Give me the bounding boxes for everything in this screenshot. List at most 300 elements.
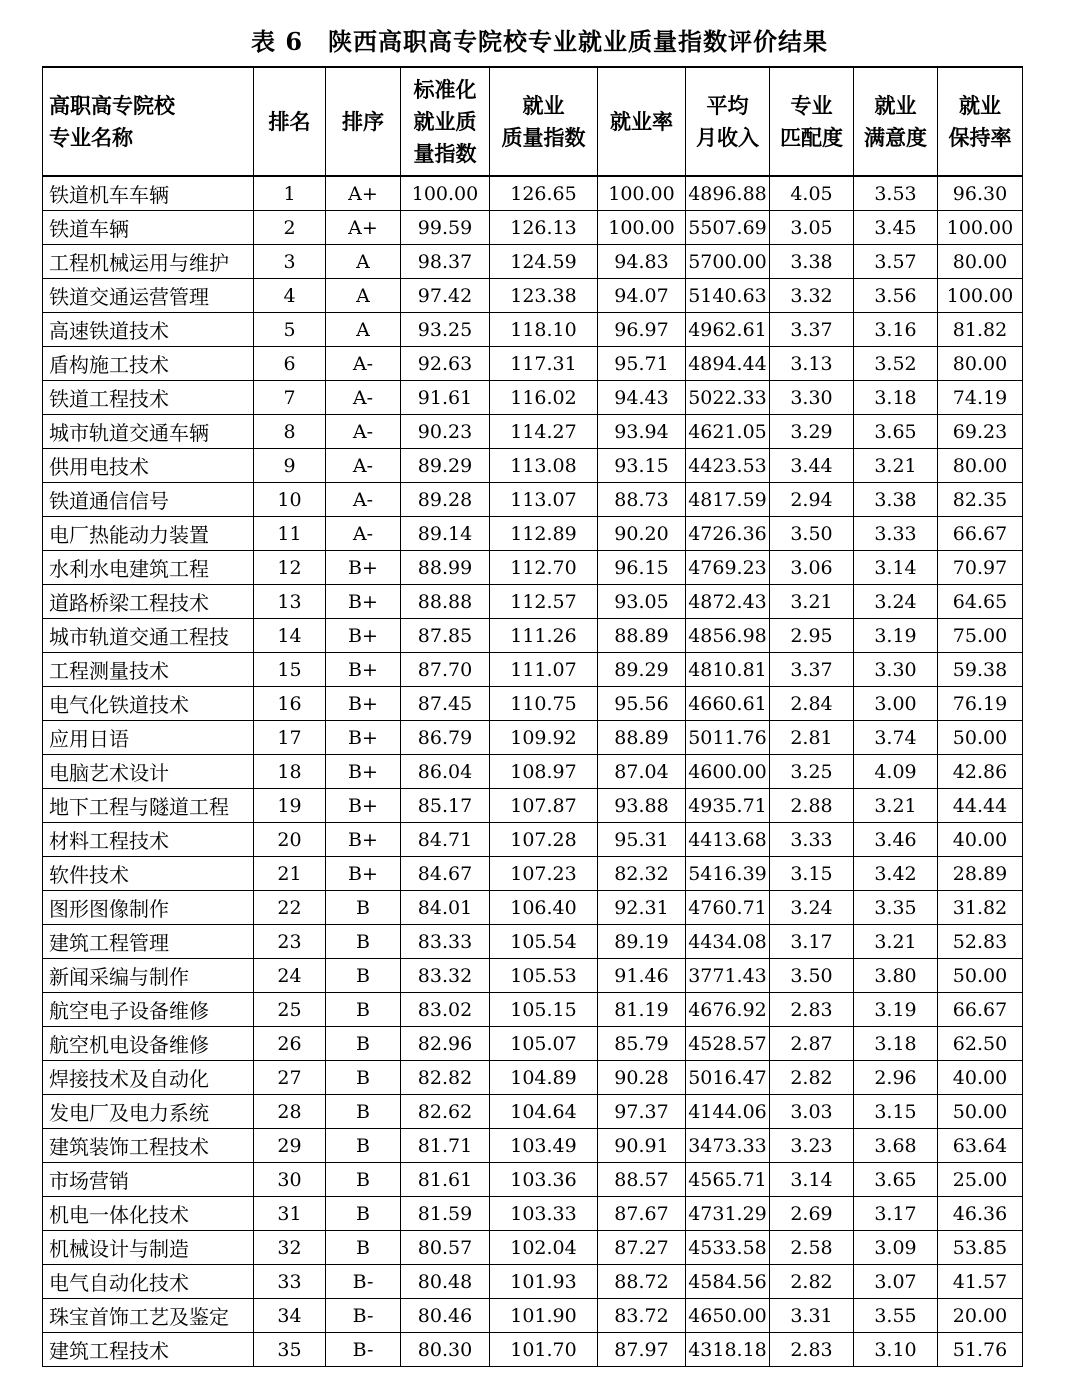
cell-satisfaction: 3.30 xyxy=(854,653,938,687)
cell-match-degree: 3.25 xyxy=(770,755,854,789)
cell-grade: A- xyxy=(326,415,401,449)
cell-rank: 21 xyxy=(254,857,326,891)
cell-rank: 32 xyxy=(254,1231,326,1265)
cell-quality-index: 124.59 xyxy=(490,245,598,279)
cell-retention-rate: 20.00 xyxy=(938,1299,1023,1333)
cell-match-degree: 3.44 xyxy=(770,449,854,483)
cell-quality-index: 113.07 xyxy=(490,483,598,517)
table-row xyxy=(43,245,1023,279)
cell-monthly-income: 4144.06 xyxy=(686,1095,770,1129)
cell-grade: B- xyxy=(326,1299,401,1333)
cell-rank: 31 xyxy=(254,1197,326,1231)
cell-monthly-income: 4318.18 xyxy=(686,1333,770,1367)
cell-match-degree: 2.94 xyxy=(770,483,854,517)
cell-employment-rate: 87.27 xyxy=(598,1231,686,1265)
cell-retention-rate: 74.19 xyxy=(938,381,1023,415)
cell-grade: B+ xyxy=(326,687,401,721)
table-row xyxy=(43,1061,1023,1095)
cell-monthly-income: 4533.58 xyxy=(686,1231,770,1265)
cell-major-name: 铁道车辆 xyxy=(43,211,254,245)
cell-satisfaction: 3.15 xyxy=(854,1095,938,1129)
cell-major-name: 铁道通信信号 xyxy=(43,483,254,517)
cell-satisfaction: 3.14 xyxy=(854,551,938,585)
cell-monthly-income: 5700.00 xyxy=(686,245,770,279)
cell-quality-index: 103.33 xyxy=(490,1197,598,1231)
table-row xyxy=(43,313,1023,347)
cell-grade: B- xyxy=(326,1265,401,1299)
cell-grade: A xyxy=(326,279,401,313)
cell-retention-rate: 31.82 xyxy=(938,891,1023,925)
cell-quality-index: 107.28 xyxy=(490,823,598,857)
cell-standardized-index: 80.48 xyxy=(401,1265,490,1299)
cell-quality-index: 101.93 xyxy=(490,1265,598,1299)
cell-monthly-income: 4894.44 xyxy=(686,347,770,381)
cell-major-name: 水利水电建筑工程 xyxy=(43,551,254,585)
cell-satisfaction: 3.35 xyxy=(854,891,938,925)
cell-match-degree: 3.37 xyxy=(770,653,854,687)
cell-retention-rate: 100.00 xyxy=(938,279,1023,313)
cell-monthly-income: 4726.36 xyxy=(686,517,770,551)
cell-standardized-index: 90.23 xyxy=(401,415,490,449)
cell-monthly-income: 3473.33 xyxy=(686,1129,770,1163)
table-row xyxy=(43,619,1023,653)
cell-monthly-income: 5507.69 xyxy=(686,211,770,245)
table-row xyxy=(43,1129,1023,1163)
cell-employment-rate: 81.19 xyxy=(598,993,686,1027)
cell-satisfaction: 3.21 xyxy=(854,449,938,483)
cell-monthly-income: 4600.00 xyxy=(686,755,770,789)
cell-major-name: 道路桥梁工程技术 xyxy=(43,585,254,619)
cell-monthly-income: 5140.63 xyxy=(686,279,770,313)
cell-satisfaction: 4.09 xyxy=(854,755,938,789)
cell-standardized-index: 93.25 xyxy=(401,313,490,347)
cell-satisfaction: 3.56 xyxy=(854,279,938,313)
cell-employment-rate: 89.19 xyxy=(598,925,686,959)
table-row xyxy=(43,925,1023,959)
cell-employment-rate: 95.31 xyxy=(598,823,686,857)
cell-match-degree: 3.06 xyxy=(770,551,854,585)
cell-quality-index: 105.54 xyxy=(490,925,598,959)
cell-match-degree: 2.87 xyxy=(770,1027,854,1061)
cell-employment-rate: 100.00 xyxy=(598,211,686,245)
cell-satisfaction: 3.52 xyxy=(854,347,938,381)
cell-employment-rate: 94.83 xyxy=(598,245,686,279)
cell-major-name: 建筑装饰工程技术 xyxy=(43,1129,254,1163)
cell-retention-rate: 25.00 xyxy=(938,1163,1023,1197)
cell-standardized-index: 98.37 xyxy=(401,245,490,279)
cell-standardized-index: 89.28 xyxy=(401,483,490,517)
cell-monthly-income: 4423.53 xyxy=(686,449,770,483)
cell-satisfaction: 3.42 xyxy=(854,857,938,891)
cell-monthly-income: 5416.39 xyxy=(686,857,770,891)
cell-satisfaction: 3.09 xyxy=(854,1231,938,1265)
cell-standardized-index: 88.88 xyxy=(401,585,490,619)
table-row xyxy=(43,483,1023,517)
cell-employment-rate: 94.43 xyxy=(598,381,686,415)
cell-major-name: 珠宝首饰工艺及鉴定 xyxy=(43,1299,254,1333)
cell-employment-rate: 88.73 xyxy=(598,483,686,517)
table-row xyxy=(43,687,1023,721)
cell-rank: 2 xyxy=(254,211,326,245)
cell-major-name: 盾构施工技术 xyxy=(43,347,254,381)
cell-retention-rate: 42.86 xyxy=(938,755,1023,789)
cell-employment-rate: 90.28 xyxy=(598,1061,686,1095)
cell-employment-rate: 92.31 xyxy=(598,891,686,925)
cell-grade: B+ xyxy=(326,857,401,891)
cell-employment-rate: 97.37 xyxy=(598,1095,686,1129)
cell-quality-index: 114.27 xyxy=(490,415,598,449)
cell-match-degree: 3.23 xyxy=(770,1129,854,1163)
cell-rank: 13 xyxy=(254,585,326,619)
cell-grade: B xyxy=(326,993,401,1027)
cell-major-name: 软件技术 xyxy=(43,857,254,891)
cell-satisfaction: 3.38 xyxy=(854,483,938,517)
cell-retention-rate: 75.00 xyxy=(938,619,1023,653)
cell-employment-rate: 88.57 xyxy=(598,1163,686,1197)
cell-rank: 26 xyxy=(254,1027,326,1061)
cell-standardized-index: 80.46 xyxy=(401,1299,490,1333)
cell-major-name: 建筑工程技术 xyxy=(43,1333,254,1367)
table-row xyxy=(43,551,1023,585)
table-row xyxy=(43,415,1023,449)
cell-satisfaction: 3.17 xyxy=(854,1197,938,1231)
cell-satisfaction: 3.45 xyxy=(854,211,938,245)
cell-match-degree: 2.69 xyxy=(770,1197,854,1231)
cell-grade: B xyxy=(326,959,401,993)
cell-retention-rate: 82.35 xyxy=(938,483,1023,517)
cell-grade: B xyxy=(326,1197,401,1231)
cell-employment-rate: 93.88 xyxy=(598,789,686,823)
cell-retention-rate: 96.30 xyxy=(938,176,1023,211)
cell-grade: A- xyxy=(326,381,401,415)
cell-quality-index: 117.31 xyxy=(490,347,598,381)
cell-match-degree: 2.83 xyxy=(770,993,854,1027)
cell-standardized-index: 89.29 xyxy=(401,449,490,483)
cell-employment-rate: 87.67 xyxy=(598,1197,686,1231)
cell-standardized-index: 85.17 xyxy=(401,789,490,823)
cell-match-degree: 3.15 xyxy=(770,857,854,891)
cell-rank: 23 xyxy=(254,925,326,959)
cell-match-degree: 3.24 xyxy=(770,891,854,925)
cell-match-degree: 3.32 xyxy=(770,279,854,313)
header-row xyxy=(43,67,1023,176)
cell-retention-rate: 40.00 xyxy=(938,1061,1023,1095)
cell-grade: B+ xyxy=(326,551,401,585)
cell-standardized-index: 80.30 xyxy=(401,1333,490,1367)
cell-rank: 15 xyxy=(254,653,326,687)
cell-rank: 1 xyxy=(254,176,326,211)
cell-quality-index: 107.87 xyxy=(490,789,598,823)
col-header-grade: 排序 xyxy=(326,67,401,176)
table-row xyxy=(43,1095,1023,1129)
cell-quality-index: 104.64 xyxy=(490,1095,598,1129)
cell-grade: B- xyxy=(326,1333,401,1367)
table-row xyxy=(43,1265,1023,1299)
cell-employment-rate: 95.56 xyxy=(598,687,686,721)
cell-satisfaction: 3.53 xyxy=(854,176,938,211)
table-row xyxy=(43,1197,1023,1231)
cell-standardized-index: 87.85 xyxy=(401,619,490,653)
cell-retention-rate: 66.67 xyxy=(938,993,1023,1027)
cell-match-degree: 2.84 xyxy=(770,687,854,721)
table-row xyxy=(43,381,1023,415)
cell-quality-index: 111.26 xyxy=(490,619,598,653)
table-row xyxy=(43,1027,1023,1061)
cell-major-name: 发电厂及电力系统 xyxy=(43,1095,254,1129)
table-row xyxy=(43,891,1023,925)
cell-grade: A xyxy=(326,245,401,279)
cell-employment-rate: 93.94 xyxy=(598,415,686,449)
cell-major-name: 应用日语 xyxy=(43,721,254,755)
cell-employment-rate: 96.97 xyxy=(598,313,686,347)
table-row xyxy=(43,517,1023,551)
table-row xyxy=(43,653,1023,687)
cell-employment-rate: 82.32 xyxy=(598,857,686,891)
table-row xyxy=(43,721,1023,755)
col-header-quality-index: 就业 质量指数 xyxy=(490,67,598,176)
cell-rank: 4 xyxy=(254,279,326,313)
cell-match-degree: 3.38 xyxy=(770,245,854,279)
cell-major-name: 材料工程技术 xyxy=(43,823,254,857)
cell-standardized-index: 92.63 xyxy=(401,347,490,381)
cell-quality-index: 111.07 xyxy=(490,653,598,687)
cell-monthly-income: 4896.88 xyxy=(686,176,770,211)
cell-retention-rate: 40.00 xyxy=(938,823,1023,857)
cell-employment-rate: 93.05 xyxy=(598,585,686,619)
cell-match-degree: 3.29 xyxy=(770,415,854,449)
cell-grade: B xyxy=(326,1061,401,1095)
cell-retention-rate: 80.00 xyxy=(938,347,1023,381)
cell-match-degree: 3.13 xyxy=(770,347,854,381)
cell-monthly-income: 4528.57 xyxy=(686,1027,770,1061)
cell-rank: 17 xyxy=(254,721,326,755)
cell-monthly-income: 4760.71 xyxy=(686,891,770,925)
cell-employment-rate: 95.71 xyxy=(598,347,686,381)
cell-monthly-income: 4434.08 xyxy=(686,925,770,959)
cell-monthly-income: 4660.61 xyxy=(686,687,770,721)
col-header-standardized-index: 标准化 就业质 量指数 xyxy=(401,67,490,176)
cell-grade: B xyxy=(326,1027,401,1061)
cell-monthly-income: 5022.33 xyxy=(686,381,770,415)
cell-quality-index: 103.36 xyxy=(490,1163,598,1197)
cell-grade: A- xyxy=(326,347,401,381)
cell-grade: A+ xyxy=(326,211,401,245)
table-row xyxy=(43,755,1023,789)
cell-match-degree: 2.88 xyxy=(770,789,854,823)
cell-major-name: 工程机械运用与维护 xyxy=(43,245,254,279)
cell-quality-index: 105.07 xyxy=(490,1027,598,1061)
cell-employment-rate: 96.15 xyxy=(598,551,686,585)
cell-quality-index: 112.70 xyxy=(490,551,598,585)
cell-major-name: 航空机电设备维修 xyxy=(43,1027,254,1061)
cell-monthly-income: 3771.43 xyxy=(686,959,770,993)
cell-satisfaction: 3.68 xyxy=(854,1129,938,1163)
cell-standardized-index: 100.00 xyxy=(401,176,490,211)
cell-standardized-index: 99.59 xyxy=(401,211,490,245)
cell-grade: B+ xyxy=(326,653,401,687)
cell-standardized-index: 86.04 xyxy=(401,755,490,789)
cell-employment-rate: 91.46 xyxy=(598,959,686,993)
table-row xyxy=(43,1299,1023,1333)
cell-major-name: 市场营销 xyxy=(43,1163,254,1197)
cell-rank: 9 xyxy=(254,449,326,483)
cell-employment-rate: 87.97 xyxy=(598,1333,686,1367)
cell-standardized-index: 83.32 xyxy=(401,959,490,993)
cell-rank: 18 xyxy=(254,755,326,789)
cell-satisfaction: 3.10 xyxy=(854,1333,938,1367)
col-header-major-name: 高职高专院校 专业名称 xyxy=(43,67,254,176)
cell-quality-index: 108.97 xyxy=(490,755,598,789)
cell-retention-rate: 44.44 xyxy=(938,789,1023,823)
table-row xyxy=(43,857,1023,891)
table-title: 表 6 陕西高职高专院校专业就业质量指数评价结果 xyxy=(250,27,829,56)
cell-standardized-index: 82.82 xyxy=(401,1061,490,1095)
cell-grade: A xyxy=(326,313,401,347)
cell-grade: B xyxy=(326,925,401,959)
cell-grade: B+ xyxy=(326,755,401,789)
table-row xyxy=(43,789,1023,823)
cell-employment-rate: 88.72 xyxy=(598,1265,686,1299)
cell-match-degree: 3.21 xyxy=(770,585,854,619)
cell-rank: 34 xyxy=(254,1299,326,1333)
cell-standardized-index: 82.96 xyxy=(401,1027,490,1061)
cell-satisfaction: 3.18 xyxy=(854,1027,938,1061)
cell-employment-rate: 88.89 xyxy=(598,619,686,653)
cell-rank: 5 xyxy=(254,313,326,347)
cell-match-degree: 3.37 xyxy=(770,313,854,347)
cell-rank: 7 xyxy=(254,381,326,415)
cell-standardized-index: 84.01 xyxy=(401,891,490,925)
cell-retention-rate: 53.85 xyxy=(938,1231,1023,1265)
cell-retention-rate: 62.50 xyxy=(938,1027,1023,1061)
cell-match-degree: 3.33 xyxy=(770,823,854,857)
cell-monthly-income: 4731.29 xyxy=(686,1197,770,1231)
cell-retention-rate: 50.00 xyxy=(938,721,1023,755)
cell-quality-index: 118.10 xyxy=(490,313,598,347)
cell-quality-index: 110.75 xyxy=(490,687,598,721)
cell-quality-index: 105.15 xyxy=(490,993,598,1027)
cell-retention-rate: 51.76 xyxy=(938,1333,1023,1367)
employment-quality-table xyxy=(42,66,1023,1367)
table-row xyxy=(43,176,1023,211)
cell-monthly-income: 4676.92 xyxy=(686,993,770,1027)
cell-major-name: 电气化铁道技术 xyxy=(43,687,254,721)
cell-rank: 28 xyxy=(254,1095,326,1129)
cell-monthly-income: 4413.68 xyxy=(686,823,770,857)
cell-major-name: 航空电子设备维修 xyxy=(43,993,254,1027)
cell-standardized-index: 88.99 xyxy=(401,551,490,585)
cell-standardized-index: 87.45 xyxy=(401,687,490,721)
cell-employment-rate: 93.15 xyxy=(598,449,686,483)
cell-retention-rate: 80.00 xyxy=(938,449,1023,483)
cell-satisfaction: 3.33 xyxy=(854,517,938,551)
col-header-satisfaction: 就业 满意度 xyxy=(854,67,938,176)
cell-rank: 30 xyxy=(254,1163,326,1197)
cell-match-degree: 4.05 xyxy=(770,176,854,211)
cell-satisfaction: 3.65 xyxy=(854,1163,938,1197)
cell-grade: B+ xyxy=(326,585,401,619)
cell-match-degree: 3.17 xyxy=(770,925,854,959)
cell-retention-rate: 28.89 xyxy=(938,857,1023,891)
cell-standardized-index: 81.59 xyxy=(401,1197,490,1231)
cell-match-degree: 2.82 xyxy=(770,1061,854,1095)
cell-rank: 25 xyxy=(254,993,326,1027)
cell-satisfaction: 3.57 xyxy=(854,245,938,279)
cell-grade: B xyxy=(326,1129,401,1163)
cell-rank: 14 xyxy=(254,619,326,653)
cell-retention-rate: 50.00 xyxy=(938,1095,1023,1129)
table-row xyxy=(43,959,1023,993)
cell-satisfaction: 3.65 xyxy=(854,415,938,449)
cell-match-degree: 3.50 xyxy=(770,959,854,993)
cell-quality-index: 126.13 xyxy=(490,211,598,245)
cell-match-degree: 2.83 xyxy=(770,1333,854,1367)
cell-rank: 20 xyxy=(254,823,326,857)
cell-employment-rate: 90.20 xyxy=(598,517,686,551)
table-row xyxy=(43,279,1023,313)
cell-major-name: 工程测量技术 xyxy=(43,653,254,687)
cell-match-degree: 2.95 xyxy=(770,619,854,653)
cell-retention-rate: 52.83 xyxy=(938,925,1023,959)
cell-grade: B xyxy=(326,1163,401,1197)
cell-monthly-income: 4621.05 xyxy=(686,415,770,449)
cell-rank: 16 xyxy=(254,687,326,721)
cell-quality-index: 116.02 xyxy=(490,381,598,415)
cell-retention-rate: 100.00 xyxy=(938,211,1023,245)
cell-rank: 24 xyxy=(254,959,326,993)
cell-match-degree: 3.30 xyxy=(770,381,854,415)
cell-major-name: 图形图像制作 xyxy=(43,891,254,925)
cell-monthly-income: 4650.00 xyxy=(686,1299,770,1333)
cell-major-name: 建筑工程管理 xyxy=(43,925,254,959)
cell-grade: A- xyxy=(326,449,401,483)
cell-retention-rate: 80.00 xyxy=(938,245,1023,279)
table-body xyxy=(43,176,1023,1367)
cell-retention-rate: 81.82 xyxy=(938,313,1023,347)
table-row xyxy=(43,823,1023,857)
cell-standardized-index: 91.61 xyxy=(401,381,490,415)
cell-grade: B xyxy=(326,1095,401,1129)
cell-retention-rate: 50.00 xyxy=(938,959,1023,993)
cell-quality-index: 101.90 xyxy=(490,1299,598,1333)
cell-monthly-income: 4817.59 xyxy=(686,483,770,517)
cell-rank: 12 xyxy=(254,551,326,585)
cell-match-degree: 3.14 xyxy=(770,1163,854,1197)
cell-standardized-index: 89.14 xyxy=(401,517,490,551)
table-row xyxy=(43,449,1023,483)
cell-quality-index: 101.70 xyxy=(490,1333,598,1367)
cell-satisfaction: 3.80 xyxy=(854,959,938,993)
cell-major-name: 焊接技术及自动化 xyxy=(43,1061,254,1095)
cell-quality-index: 112.89 xyxy=(490,517,598,551)
cell-monthly-income: 4769.23 xyxy=(686,551,770,585)
cell-employment-rate: 88.89 xyxy=(598,721,686,755)
cell-rank: 6 xyxy=(254,347,326,381)
cell-rank: 29 xyxy=(254,1129,326,1163)
cell-retention-rate: 41.57 xyxy=(938,1265,1023,1299)
cell-standardized-index: 84.67 xyxy=(401,857,490,891)
cell-rank: 3 xyxy=(254,245,326,279)
cell-satisfaction: 3.00 xyxy=(854,687,938,721)
cell-rank: 35 xyxy=(254,1333,326,1367)
cell-employment-rate: 94.07 xyxy=(598,279,686,313)
cell-monthly-income: 4584.56 xyxy=(686,1265,770,1299)
cell-major-name: 新闻采编与制作 xyxy=(43,959,254,993)
cell-monthly-income: 5016.47 xyxy=(686,1061,770,1095)
cell-satisfaction: 3.07 xyxy=(854,1265,938,1299)
cell-retention-rate: 70.97 xyxy=(938,551,1023,585)
col-header-monthly-income: 平均 月收入 xyxy=(686,67,770,176)
